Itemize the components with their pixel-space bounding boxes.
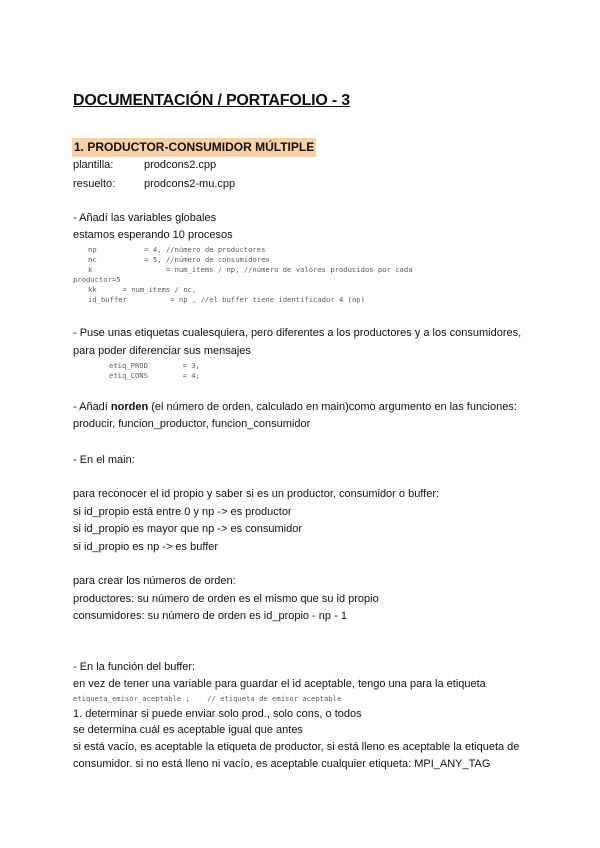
- resuelto-value: prodcons2-mu.cpp: [144, 178, 236, 190]
- code-line: etiq_PROD = 3,: [109, 361, 200, 370]
- resuelto-label: resuelto:: [73, 178, 116, 190]
- code-line: np = 4, //número de productores: [88, 245, 266, 254]
- norden-line: [73, 400, 517, 414]
- main-header: - En el main:: [73, 454, 135, 466]
- buffer-line: en vez de tener una variable para guardar el id aceptable, tengo una para la etiqueta: [73, 678, 486, 690]
- buffer-line: si está vacío, es aceptable la etiqueta de productor, si está lleno es aceptable la etiqueta de: [73, 741, 520, 753]
- code-line: id_buffer = np , //el buffer tiene identificador 4 (np): [88, 295, 365, 304]
- code-line: etiq_CONS = 4;: [109, 371, 200, 380]
- buffer-line: - En la función del buffer:: [73, 661, 196, 673]
- globals-processes: estamos esperando 10 procesos: [73, 229, 233, 241]
- document-title: DOCUMENTACIÓN / PORTAFOLIO - 3: [73, 92, 350, 109]
- order-line: para crear los números de orden:: [73, 575, 236, 587]
- code-line: k = num_items / np, //número de valores producidos por cada: [88, 265, 413, 274]
- main-line: si id_propio está entre 0 y np -> es productor: [73, 506, 292, 518]
- norden-suffix: (el número de orden, calculado en main)como argumento en las funciones:: [148, 401, 517, 413]
- plantilla-value: prodcons2.cpp: [144, 159, 217, 171]
- norden-bold: norden: [110, 401, 149, 413]
- plantilla-label: plantilla:: [73, 159, 114, 171]
- code-line: etiqueta_emisor_aceptable ; // etiqueta de emisor aceptable: [73, 694, 342, 703]
- order-line: consumidores: su número de orden es id_propio - np - 1: [73, 610, 347, 622]
- tags-intro: - Puse unas etiquetas cualesquiera, pero diferentes a los productores y a los consumidores,: [73, 327, 522, 339]
- main-line: si id_propio es np -> es buffer: [73, 541, 219, 553]
- buffer-line: consumidor. si no está lleno ni vacío, es aceptable cualquier etiqueta: MPI_ANY_TAG: [73, 758, 491, 770]
- code-line: kk = num_items / nc,: [88, 285, 197, 294]
- code-line: nc = 5, //número de consumidores: [88, 255, 270, 264]
- main-line: si id_propio es mayor que np -> es consumidor: [73, 523, 302, 535]
- norden-prefix: - Añadí: [73, 401, 111, 413]
- tags-purpose: para poder diferenciar sus mensajes: [73, 345, 251, 357]
- main-line: para reconocer el id propio y saber si es un productor, consumidor o buffer:: [73, 488, 440, 500]
- section-heading-productor-consumidor: 1. PRODUCTOR-CONSUMIDOR MÚLTIPLE: [72, 138, 316, 157]
- code-line-wrap: productor=5: [73, 275, 121, 284]
- document-page: [73, 0, 543, 848]
- norden-functions: producir, funcion_productor, funcion_consumidor: [73, 418, 311, 430]
- buffer-line: se determina cuál es aceptable igual que antes: [73, 724, 303, 736]
- buffer-line: 1. determinar si puede enviar solo prod., solo cons, o todos: [73, 708, 362, 720]
- order-line: productores: su número de orden es el mismo que su id propio: [73, 593, 379, 605]
- globals-intro: - Añadí las variables globales: [73, 212, 217, 224]
